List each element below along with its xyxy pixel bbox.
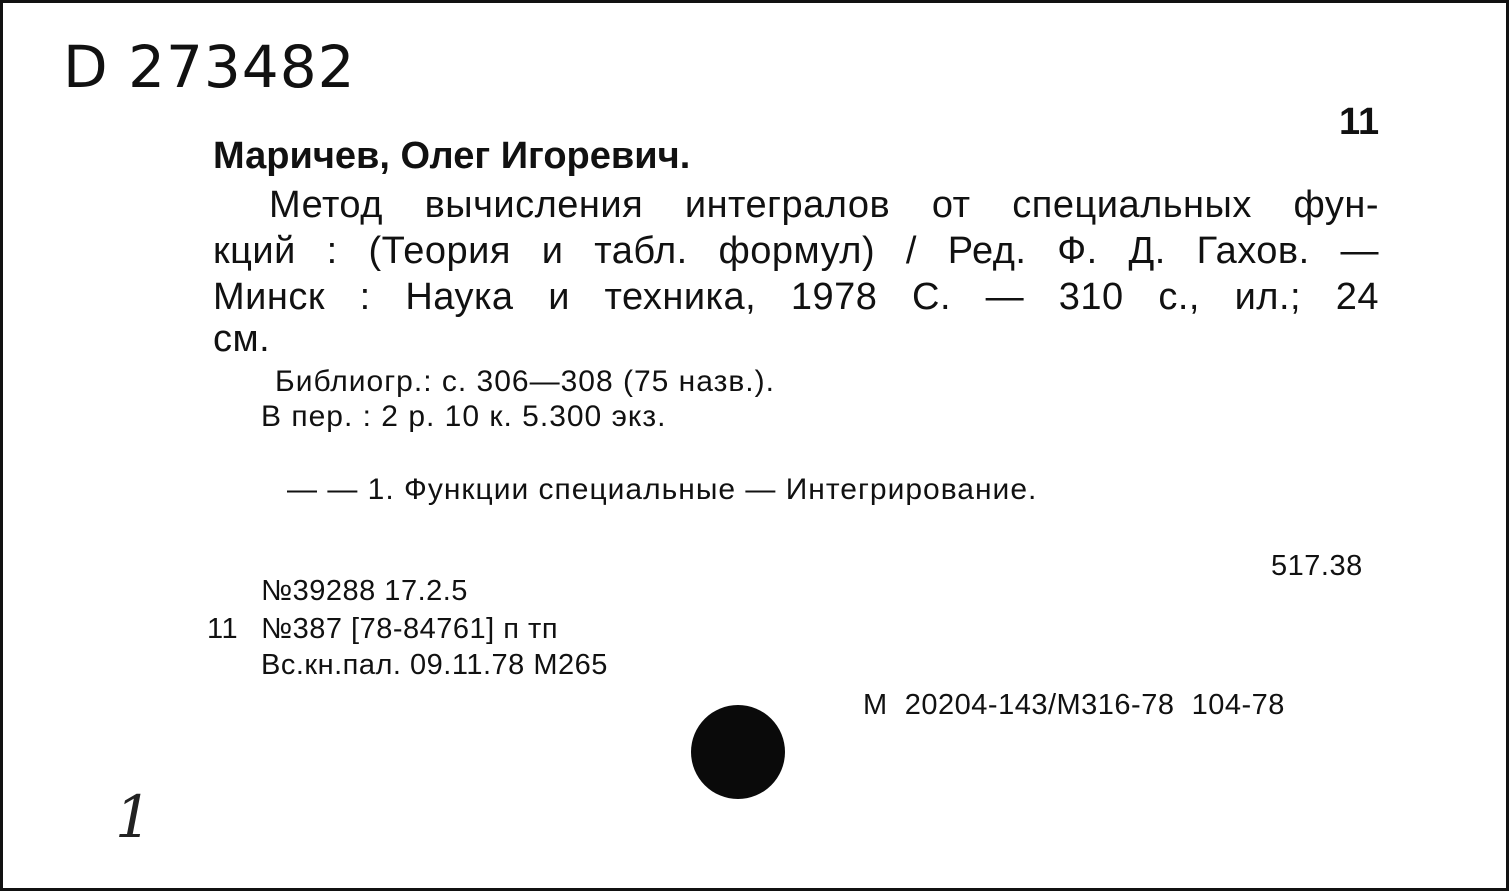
punch-hole [691,705,785,799]
title-line-4: см. [213,318,271,360]
catalog-line-1: №39288 17.2.5 [261,575,468,607]
catalog-prefix: 11 [207,613,239,645]
author-heading: Маричев, Олег Игоревич. [213,135,691,177]
title-line-1: Метод вычисления интегралов от специальных фун- [269,184,1379,226]
title-line-3: Минск : Наука и техника, 1978 С. — 310 с., ил.; 24 [213,276,1379,318]
handwritten-call-number: D 273482 [63,33,356,101]
title-line-2: кций : (Теория и табл. формул) / Ред. Ф. Д. Гахов. — [213,230,1379,272]
catalog-line-3: Вс.кн.пал. 09.11.78 М265 [261,649,608,681]
catalog-line-2: №387 [78-84761] п тп [261,613,559,645]
handwritten-mark: 1 [115,783,152,851]
binding-price-note: В пер. : 2 р. 10 к. 5.300 экз. [261,400,667,433]
publisher-code: М 20204-143/М316-78 104-78 [863,689,1285,721]
card-number: 11 [1339,101,1380,143]
subject-heading: — — 1. Функции специальные — Интегрирование. [287,473,1038,506]
classification-number: 517.38 [1271,550,1363,582]
bibliography-note: Библиогр.: с. 306—308 (75 назв.). [275,365,775,398]
